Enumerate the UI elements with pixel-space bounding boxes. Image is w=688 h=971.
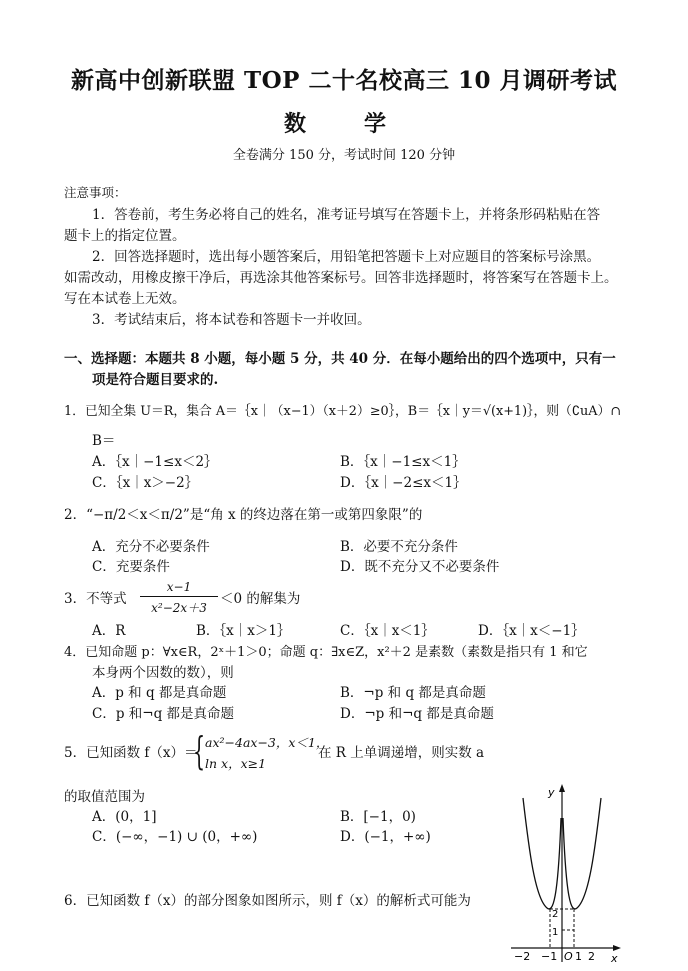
fraction-denominator: x²−2x＋3 — [151, 601, 207, 615]
exam-info: 全卷满分 150 分，考试时间 120 分钟 — [232, 148, 456, 163]
x-tick-label: −2 — [514, 950, 531, 963]
question-3-stem-pre: 3．不等式 — [64, 591, 127, 607]
x-tick-label: 2 — [588, 950, 595, 963]
question-5-stem-post: 在 R 上单调递增，则实数 a — [318, 745, 485, 761]
notice-line: 1．答卷前，考生务必将自己的姓名，准考证号填写在答题卡上，并将条形码粘贴在答 — [92, 207, 601, 223]
question-3-stem-post: ＜0 的解集为 — [220, 591, 301, 607]
piecewise-case-1: ax²−4ax−3，x＜1， — [205, 735, 329, 750]
question-3-option-c: C．｛x｜x＜1｝ — [340, 623, 435, 639]
question-3-option-b: B．｛x｜x＞1｝ — [196, 623, 291, 639]
question-5-option-a: A．(0，1] — [92, 809, 157, 825]
piecewise-brace: { — [193, 729, 206, 773]
question-2-option-b: B．必要不充分条件 — [340, 539, 458, 555]
section-heading: 一、选择题：本题共 8 小题，每小题 5 分，共 40 分．在每小题给出的四个选项中，只有一 — [64, 351, 616, 367]
question-6-stem: 6．已知函数 f（x）的部分图象如图所示，则 f（x）的解析式可能为 — [64, 893, 471, 909]
page-title: 新高中创新联盟 TOP 二十名校高三 10 月调研考试 — [71, 67, 617, 94]
y-tick-label: 2 — [552, 909, 559, 920]
section-heading-cont: 项是符合题目要求的. — [92, 372, 219, 388]
question-5-stem-pre: 5．已知函数 f（x）＝ — [64, 745, 198, 761]
question-1-option-a: A．｛x｜−1≤x＜2｝ — [92, 454, 218, 470]
notice-line: 题卡上的指定位置。 — [64, 228, 186, 244]
question-4-stem-cont: 本身两个因数的数），则 — [92, 665, 234, 681]
notice-heading: 注意事项： — [64, 185, 127, 200]
x-axis-label: x — [611, 952, 618, 965]
x-tick-label: −1 — [541, 950, 558, 963]
question-4-option-d: D．¬p 和¬q 都是真命题 — [340, 706, 494, 722]
function-graph — [505, 780, 625, 965]
question-2-option-c: C．充要条件 — [92, 559, 170, 575]
question-1-option-d: D．｛x｜−2≤x＜1｝ — [340, 475, 467, 491]
notice-line: 写在本试卷上无效。 — [64, 291, 186, 307]
fraction-bar — [140, 596, 218, 597]
question-5-option-b: B．[−1，0) — [340, 809, 416, 825]
notice-line: 2．回答选择题时，选出每小题答案后，用铅笔把答题卡上对应题目的答案标号涂黑。 — [92, 249, 601, 265]
x-tick-label: 1 — [575, 950, 582, 963]
question-2-option-d: D．既不充分又不必要条件 — [340, 559, 500, 575]
question-5-option-c: C．(−∞，−1) ∪ (0，+∞) — [92, 829, 258, 845]
question-1-stem: 1．已知全集 U＝R，集合 A＝｛x｜（x−1）（x＋2）≥0｝，B＝｛x｜y＝√(x+1)｝，则（∁uA）∩ — [64, 404, 621, 419]
notice-line: 如需改动，用橡皮擦干净后，再选涂其他答案标号。回答非选择题时，将答案写在答题卡上。 — [64, 270, 618, 286]
question-5-option-d: D．(−1，+∞) — [340, 829, 431, 845]
notice-line: 3．考试结束后，将本试卷和答题卡一并收回。 — [92, 312, 371, 328]
question-1-option-b: B．｛x｜−1≤x＜1｝ — [340, 454, 466, 470]
question-5-stem-cont: 的取值范围为 — [64, 789, 145, 805]
y-axis-label: y — [548, 786, 555, 799]
question-1-option-c: C．｛x｜x＞−2｝ — [92, 475, 199, 491]
origin-label: O — [564, 950, 573, 963]
question-2-stem: 2．“−π/2＜x＜π/2”是“角 x 的终边落在第一或第四象限”的 — [64, 507, 423, 523]
question-1-stem-cont: B＝ — [92, 433, 116, 449]
x-axis-arrow — [613, 945, 621, 951]
question-4-option-a: A．p 和 q 都是真命题 — [92, 685, 227, 701]
fraction-numerator: x−1 — [166, 580, 192, 594]
question-3-option-a: A．R — [92, 623, 126, 639]
question-3-option-d: D．｛x｜x＜−1｝ — [478, 623, 585, 639]
subject-title: 数 学 — [283, 111, 404, 137]
y-axis-arrow — [559, 784, 565, 792]
y-tick-label: 1 — [552, 927, 559, 938]
question-4-option-c: C．p 和¬q 都是真命题 — [92, 706, 235, 722]
question-4-option-b: B．¬p 和 q 都是真命题 — [340, 685, 486, 701]
question-4-stem: 4．已知命题 p：∀x∈R，2ˣ＋1＞0；命题 q：∃x∈Z，x²＋2 是素数（素数是指只有 1 和它 — [64, 645, 588, 660]
question-2-option-a: A．充分不必要条件 — [92, 539, 210, 555]
piecewise-case-2: ln x，x≥1 — [205, 756, 267, 771]
